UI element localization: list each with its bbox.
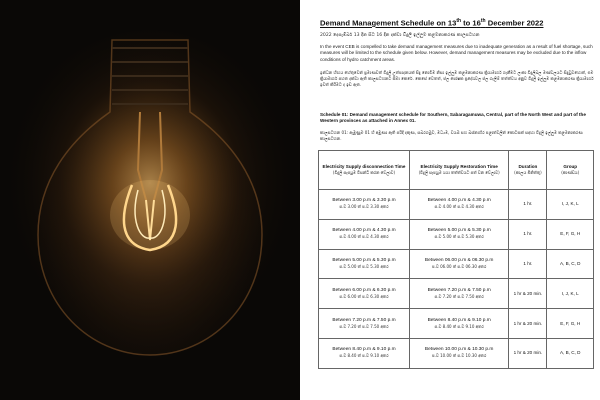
sinhala-title: 2022 දෙසැම්බර් 13 දින සිට 16 දින දක්වා විදුලි ඉල්ලුම කළමනාකරණ කාලසටහන (320, 33, 480, 38)
disconnection-cell: Between 6.00 p.m & 6.30 p.m ප.ව 6.00 ත් ප.ව 6.30 අතර (319, 279, 410, 309)
disconnection-cell: Between 3.00 p.m & 3.30 p.m ප.ව 3.00 ත් ප.ව 3.30 අතර (319, 190, 410, 220)
disconnection-cell: Between 5.00 p.m & 5.30 p.m ප.ව 5.00 ත් ප.ව 5.30 අතර (319, 249, 410, 279)
group-cell: I, J, K, L (547, 279, 594, 309)
disconnection-cell: Between 8.40 p.m & 9.10 p.m ප.ව 8.40 ත් ප.ව 9.10 අතර (319, 338, 410, 368)
duration-cell: 1 hr. (509, 249, 547, 279)
restoration-cell: Between 10.00 p.m & 10.30 p.m ප.ව 10.00 ත් ප.ව 10.30 අතර (409, 338, 508, 368)
table-row (319, 279, 594, 309)
schedule-heading: Schedule 01: Demand management schedule for Southern, Sabaragamuwa, Central, part of the North West and part of the Western provinces as attached in Annex 01. (320, 112, 586, 124)
duration-cell: 1 hr. (509, 219, 547, 249)
restoration-cell: Between 5.00 p.m & 5.30 p.m ප.ව 5.00 ත් ප.ව 5.30 අතර (409, 219, 508, 249)
restoration-cell: Between 7.20 p.m & 7.50 p.m ප.ව 7.20 ත් ප.ව 7.50 අතර (409, 279, 508, 309)
duration-cell: 1 hr & 20 min. (509, 338, 547, 368)
disconnection-cell: Between 4.00 p.m & 4.30 p.m ප.ව 4.00 ත් ප.ව 4.30 අතර (319, 219, 410, 249)
group-cell: I, J, K, L (547, 190, 594, 220)
group-cell: E, F, G, H (547, 219, 594, 249)
table-header-row (319, 151, 594, 190)
group-cell: E, F, G, H (547, 309, 594, 339)
demand-schedule-document (300, 0, 600, 400)
header-duration: Duration (කාලය මිනිත්තු) (509, 151, 547, 190)
intro-paragraph: In the event CEB is compelled to take demand management measures due to inadequate generation as a result of fuel shortage, such measures will be limited to the schedule given below. However, demand management measures may be excluded due to the inflow conditions of hydro catchment areas. (320, 44, 593, 62)
restoration-cell: Between 06.00 p.m & 06.30 p.m ප.ව 06.00 ත් ප.ව 06.30 අතර (409, 249, 508, 279)
schedule-table (318, 150, 594, 369)
header-disconnection: Electricity Supply disconnection Time (විදුලි සැපයුම විසන්ධි කරන වේලාව) (319, 151, 410, 190)
duration-cell: 1 hr & 20 min. (509, 309, 547, 339)
table-row (319, 219, 594, 249)
table-row (319, 338, 594, 368)
document-title: Demand Management Schedule on 13th to 16th December 2022 (320, 18, 544, 28)
intro-paragraph-sinhala: ඉන්ධන හිඟය හේතුවෙන් ප්‍රමාණවත් විදුලි උත්පාදනයක් සිදු නොවීම නිසා ඉල්ලුම කළමනාකරණ ක්‍රියාමාර්ග ගැනීමට ලංකා විදුලිබල මණ්ඩලයට සිදුවුවහොත්, එම ක්‍රියාමාර්ග පහත දක්වා ඇති කාලසටහනට සීමා කෙරේ. කෙසේ වෙතත්, ජල පෝෂක ප්‍රදේශවල ජල ගැලීම් තත්ත්වය අනුව විදුලි ඉල්ලුම කළමනාකරණ ක්‍රියාමාර්ග ඉවත් කිරීමට ද ඉඩ ඇත. (320, 70, 594, 87)
table-row (319, 249, 594, 279)
restoration-cell: Between 8.40 p.m & 9.10 p.m ප.ව 8.40 ත් ප.ව 9.10 අතර (409, 309, 508, 339)
header-group: Group (කාණ්ඩය) (547, 151, 594, 190)
duration-cell: 1 hr. (509, 190, 547, 220)
table-row (319, 309, 594, 339)
duration-cell: 1 hr & 20 min. (509, 279, 547, 309)
group-cell: A, B, C, D (547, 249, 594, 279)
schedule-heading-sinhala: කාලසටහන 01: ඇමුණුම 01 හි අමුණා ඇති පරිදි දකුණ, සබරගමුව, මධ්‍යම, වයඹ සහ බස්නාහිර පළාත්වලින් කොටසක් සඳහා විදුලි ඉල්ලුම කළමනාකරණ කාලසටහන. (320, 130, 583, 142)
group-cell: A, B, C, D (547, 338, 594, 368)
table-row (319, 190, 594, 220)
header-restoration: Electricity Supply Restoration Time (විදුලි සැපයුම යථා තත්ත්වයට පත් වන වේලාව) (409, 151, 508, 190)
restoration-cell: Between 4.00 p.m & 4.30 p.m ප.ව 4.00 ත් ප.ව 4.30 අතර (409, 190, 508, 220)
disconnection-cell: Between 7.20 p.m & 7.50 p.m ප.ව 7.20 ත් ප.ව 7.50 අතර (319, 309, 410, 339)
